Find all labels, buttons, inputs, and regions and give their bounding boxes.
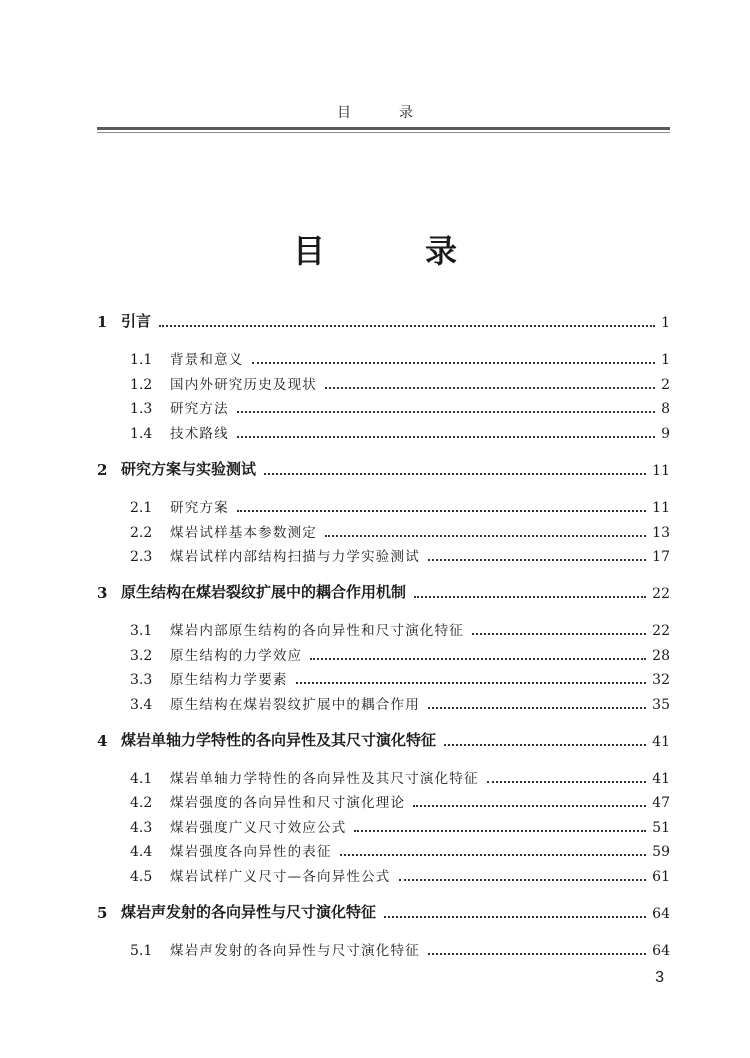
toc-section-entry[interactable]: [0, 419, 750, 445]
toc-entry-title: 背景和意义: [170, 352, 244, 368]
toc-leader-dots: [340, 854, 646, 856]
toc-entry-number: 1.3: [130, 401, 153, 417]
toc-leader-dots: [325, 535, 646, 537]
toc-entry-number: 4.1: [130, 771, 153, 787]
toc-entry-page: 41: [652, 771, 670, 787]
running-header-left: 目: [337, 105, 351, 121]
toc-entry-page: 64: [652, 943, 670, 959]
toc-entry-title: 原生结构的力学效应: [170, 648, 303, 664]
toc-entry-page: 2: [661, 377, 670, 393]
toc-entry-title: 煤岩强度各向异性的表征: [170, 844, 332, 860]
toc-entry-page: 11: [652, 500, 670, 516]
toc-entry-title: 煤岩试样基本参数测定: [170, 525, 317, 541]
toc-section-entry[interactable]: [0, 641, 750, 667]
toc-entry-title: 煤岩试样广义尺寸—各向异性公式: [170, 869, 391, 885]
toc-entry-page: 28: [652, 648, 670, 664]
toc-entry-title: 煤岩强度的各向异性和尺寸演化理论: [170, 795, 406, 811]
toc-entry-number: 3.3: [130, 672, 153, 688]
toc-section-entry[interactable]: [0, 542, 750, 568]
toc-entry-title: 技术路线: [170, 426, 229, 442]
toc-entry-page: 22: [652, 623, 670, 639]
toc-entry-page: 11: [652, 463, 670, 479]
toc-section-entry[interactable]: [0, 862, 750, 888]
toc-section-entry[interactable]: [0, 837, 750, 863]
toc-leader-dots: [487, 781, 646, 783]
toc-leader-dots: [237, 436, 655, 438]
toc-section-entry[interactable]: [0, 788, 750, 814]
toc-entry-number: 4.2: [130, 795, 153, 811]
page-number: 3: [655, 969, 664, 986]
toc-entry-number: 4.4: [130, 844, 153, 860]
toc-entry-title: 原生结构力学要素: [170, 672, 288, 688]
toc-leader-dots: [264, 473, 646, 475]
toc-entry-title: 煤岩声发射的各向异性与尺寸演化特征: [170, 943, 420, 959]
toc-leader-dots: [310, 658, 646, 660]
toc-entry-number: 3: [97, 584, 108, 602]
toc-leader-dots: [428, 559, 646, 561]
toc-section-entry[interactable]: [0, 665, 750, 691]
toc-entry-page: 1: [661, 352, 670, 368]
toc-leader-dots: [237, 510, 646, 512]
toc-entry-page: 9: [661, 426, 670, 442]
toc-section-entry[interactable]: [0, 493, 750, 519]
toc-entry-title: 煤岩试样内部结构扫描与力学实验测试: [170, 549, 420, 565]
toc-section-entry[interactable]: [0, 764, 750, 790]
toc-entry-number: 1: [97, 313, 108, 331]
toc-entry-number: 4.5: [130, 869, 153, 885]
toc-entry-title: 研究方法: [170, 401, 229, 417]
toc-chapter-entry[interactable]: [0, 456, 750, 482]
toc-entry-number: 2.3: [130, 549, 153, 565]
toc-entry-page: 17: [652, 549, 670, 565]
toc-entry-number: 2: [97, 461, 108, 479]
toc-entry-title: 煤岩声发射的各向异性与尺寸演化特征: [121, 903, 377, 921]
toc-entry-page: 59: [652, 844, 670, 860]
toc-entry-page: 47: [652, 795, 670, 811]
toc-leader-dots: [296, 682, 646, 684]
toc-entry-page: 13: [652, 525, 670, 541]
toc-entry-number: 3.4: [130, 697, 153, 713]
toc-leader-dots: [237, 411, 655, 413]
toc-entry-number: 2.2: [130, 525, 153, 541]
toc-entry-title: 引言: [121, 312, 152, 330]
toc-entry-page: 1: [661, 315, 670, 331]
toc-entry-page: 35: [652, 697, 670, 713]
running-header-right: 录: [399, 105, 413, 121]
toc-entry-number: 5.1: [130, 943, 153, 959]
toc-entry-number: 1.1: [130, 352, 153, 368]
toc-entry-number: 3.2: [130, 648, 153, 664]
toc-entry-page: 8: [661, 401, 670, 417]
page-title-left: 目: [292, 232, 325, 270]
toc-entry-title: 煤岩单轴力学特性的各向异性及其尺寸演化特征: [170, 771, 479, 787]
toc-section-entry[interactable]: [0, 345, 750, 371]
toc-leader-dots: [252, 362, 655, 364]
toc-entry-page: 64: [652, 906, 670, 922]
page-title-right: 录: [425, 232, 458, 270]
toc-leader-dots: [428, 953, 646, 955]
toc-chapter-entry[interactable]: [0, 899, 750, 925]
toc-chapter-entry[interactable]: [0, 579, 750, 605]
toc-section-entry[interactable]: [0, 518, 750, 544]
toc-section-entry[interactable]: [0, 394, 750, 420]
toc-leader-dots: [472, 633, 646, 635]
toc-entry-title: 煤岩单轴力学特性的各向异性及其尺寸演化特征: [121, 731, 437, 749]
toc-entry-number: 3.1: [130, 623, 153, 639]
toc-entry-page: 51: [652, 820, 670, 836]
toc-entry-page: 22: [652, 586, 670, 602]
toc-entry-title: 煤岩内部原生结构的各向异性和尺寸演化特征: [170, 623, 464, 639]
toc-entry-title: 煤岩强度广义尺寸效应公式: [170, 820, 347, 836]
toc-entry-title: 国内外研究历史及现状: [170, 377, 317, 393]
toc-entry-number: 5: [97, 904, 108, 922]
toc-leader-dots: [428, 707, 646, 709]
toc-leader-dots: [399, 879, 646, 881]
toc-chapter-entry[interactable]: [0, 308, 750, 334]
toc-leader-dots: [384, 916, 646, 918]
toc-entry-number: 2.1: [130, 500, 153, 516]
toc-chapter-entry[interactable]: [0, 727, 750, 753]
toc-leader-dots: [354, 830, 646, 832]
toc-section-entry[interactable]: [0, 370, 750, 396]
toc-leader-dots: [159, 325, 655, 327]
toc-section-entry[interactable]: [0, 690, 750, 716]
toc-entry-page: 32: [652, 672, 670, 688]
toc-entry-title: 原生结构在煤岩裂纹扩展中的耦合作用: [170, 697, 420, 713]
toc-section-entry[interactable]: [0, 616, 750, 642]
toc-leader-dots: [414, 596, 646, 598]
toc-entry-number: 1.4: [130, 426, 153, 442]
toc-entry-title: 研究方案: [170, 500, 229, 516]
toc-entry-number: 4.3: [130, 820, 153, 836]
toc-entry-page: 61: [652, 869, 670, 885]
toc-leader-dots: [413, 805, 646, 807]
toc-entry-number: 1.2: [130, 377, 153, 393]
toc-entry-title: 研究方案与实验测试: [121, 460, 257, 478]
toc-entry-page: 41: [652, 734, 670, 750]
toc-entry-title: 原生结构在煤岩裂纹扩展中的耦合作用机制: [121, 583, 407, 601]
toc-section-entry[interactable]: [0, 936, 750, 962]
toc-leader-dots: [325, 387, 655, 389]
toc-leader-dots: [444, 744, 646, 746]
toc-entry-number: 4: [97, 732, 108, 750]
toc-section-entry[interactable]: [0, 813, 750, 839]
